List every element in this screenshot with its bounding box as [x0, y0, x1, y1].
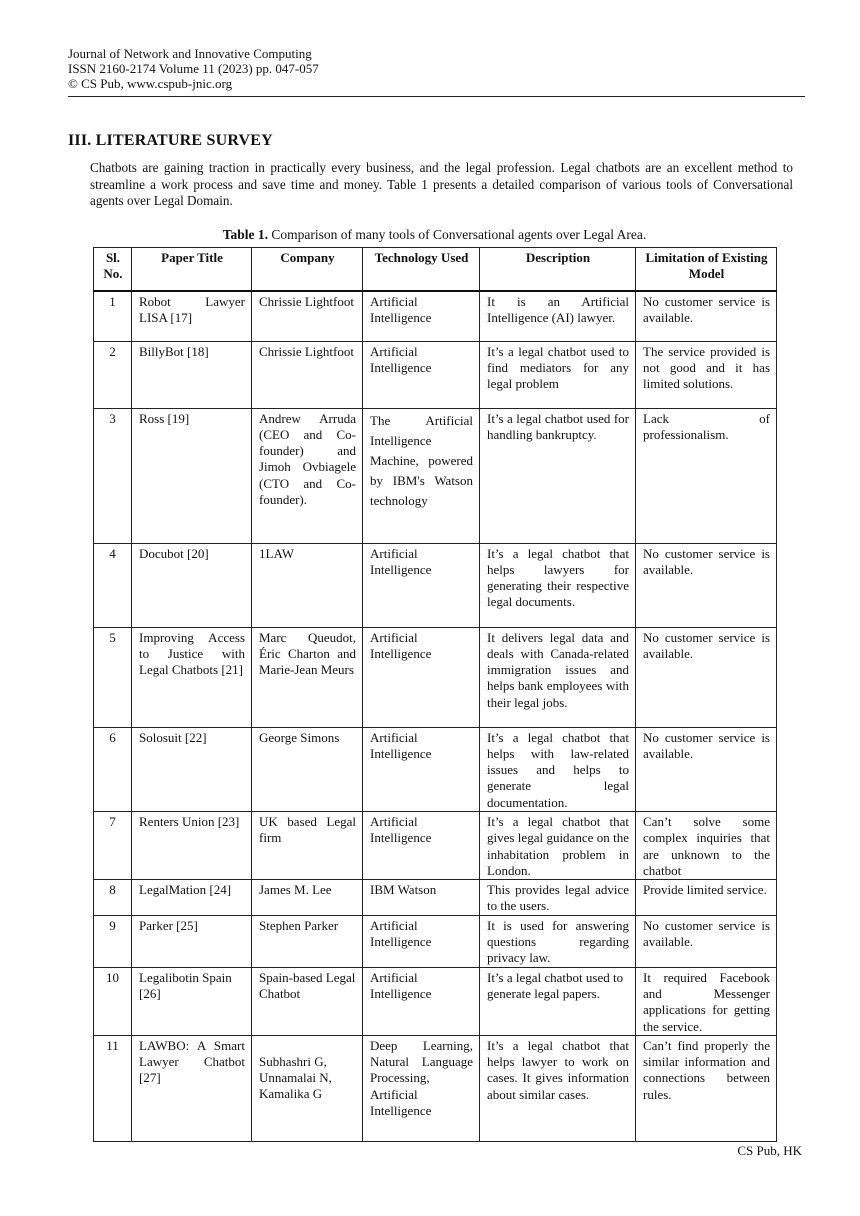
table-caption-text: Comparison of many tools of Conversational agents over Legal Area.	[271, 227, 647, 242]
cell-description: This provides legal advice to the users.	[480, 880, 636, 916]
page-footer: CS Pub, HK	[737, 1143, 802, 1158]
cell-tech: Artificial Intelligence	[363, 341, 480, 408]
cell-description: It is an Artificial Intelligence (AI) lawyer.	[480, 291, 636, 341]
cell-title: Solosuit [22]	[132, 727, 252, 811]
cell-tech: Artificial Intelligence	[363, 727, 480, 811]
cell-description: It is used for answering questions regarding privacy law.	[480, 915, 636, 967]
table-row	[94, 627, 777, 727]
cell-description: It delivers legal data and deals with Canada-related immigration issues and helps bank employees with their legal jobs.	[480, 627, 636, 727]
cell-title: LegalMation [24]	[132, 880, 252, 916]
cell-company: Chrissie Lightfoot	[252, 291, 363, 341]
cell-limitation: Can’t find properly the similar information and connections between rules.	[636, 1035, 777, 1141]
cell-sl: 7	[94, 811, 132, 879]
cell-sl: 8	[94, 880, 132, 916]
cell-company: Marc Queudot, Éric Charton and Marie-Jean Meurs	[252, 627, 363, 727]
cell-company: George Simons	[252, 727, 363, 811]
table-row	[94, 1035, 777, 1141]
comparison-table	[93, 247, 777, 1142]
cell-tech: Artificial Intelligence	[363, 291, 480, 341]
cell-sl: 11	[94, 1035, 132, 1141]
header-description: Description	[480, 248, 636, 292]
cell-company: James M. Lee	[252, 880, 363, 916]
cell-title: Robot Lawyer LISA [17]	[132, 291, 252, 341]
table-caption	[93, 227, 776, 243]
cell-title: Parker [25]	[132, 915, 252, 967]
cell-sl: 5	[94, 627, 132, 727]
cell-limitation: No customer service is available.	[636, 543, 777, 627]
cell-tech: Artificial Intelligence	[363, 627, 480, 727]
cell-tech: Deep Learning, Natural Language Processing, Artificial Intelligence	[363, 1035, 480, 1141]
table-row	[94, 543, 777, 627]
cell-description: It’s a legal chatbot used to generate legal papers.	[480, 967, 636, 1035]
journal-issn: ISSN 2160-2174 Volume 11 (2023) pp. 047-057	[68, 61, 319, 76]
journal-header	[68, 46, 805, 91]
cell-tech: Artificial Intelligence	[363, 967, 480, 1035]
section-title: III. LITERATURE SURVEY	[68, 132, 273, 149]
cell-limitation: No customer service is available.	[636, 627, 777, 727]
table-row	[94, 880, 777, 916]
table-header-row	[94, 248, 777, 292]
cell-title: Renters Union [23]	[132, 811, 252, 879]
cell-title: Improving Access to Justice with Legal Chatbots [21]	[132, 627, 252, 727]
cell-title: LAWBO: A Smart Lawyer Chatbot [27]	[132, 1035, 252, 1141]
cell-limitation: The service provided is not good and it has limited solutions.	[636, 341, 777, 408]
cell-sl: 4	[94, 543, 132, 627]
header-divider	[68, 96, 805, 97]
cell-sl: 1	[94, 291, 132, 341]
table-row	[94, 291, 777, 341]
cell-description: It’s a legal chatbot that helps lawyers for generating their respective legal documents.	[480, 543, 636, 627]
cell-limitation: No customer service is available.	[636, 915, 777, 967]
cell-company: Subhashri G, Unnamalai N, Kamalika G	[252, 1035, 363, 1141]
cell-company: Stephen Parker	[252, 915, 363, 967]
cell-company: UK based Legal firm	[252, 811, 363, 879]
cell-title: Docubot [20]	[132, 543, 252, 627]
header-paper-title: Paper Title	[132, 248, 252, 292]
cell-description: It’s a legal chatbot that gives legal guidance on the inhabitation problem in London.	[480, 811, 636, 879]
cell-company: 1LAW	[252, 543, 363, 627]
cell-limitation: Lack of professionalism.	[636, 408, 777, 543]
cell-limitation: No customer service is available.	[636, 727, 777, 811]
cell-sl: 9	[94, 915, 132, 967]
header-company: Company	[252, 248, 363, 292]
table-row	[94, 915, 777, 967]
cell-tech: Artificial Intelligence	[363, 915, 480, 967]
journal-publisher: © CS Pub, www.cspub-jnic.org	[68, 76, 233, 91]
table-row	[94, 967, 777, 1035]
cell-title: Ross [19]	[132, 408, 252, 543]
cell-company: Andrew Arruda (CEO and Co-founder) and Jimoh Ovbiagele (CTO and Co-founder).	[252, 408, 363, 543]
cell-limitation: Can’t solve some complex inquiries that are unknown to the chatbot	[636, 811, 777, 879]
cell-limitation: It required Facebook and Messenger applications for getting the service.	[636, 967, 777, 1035]
cell-tech: The Artificial Intelligence Machine, powered by IBM's Watson technology	[363, 408, 480, 543]
header-technology: Technology Used	[363, 248, 480, 292]
cell-company: Spain-based Legal Chatbot	[252, 967, 363, 1035]
cell-sl: 10	[94, 967, 132, 1035]
table-row	[94, 811, 777, 879]
cell-sl: 2	[94, 341, 132, 408]
cell-description: It’s a legal chatbot used to find mediators for any legal problem	[480, 341, 636, 408]
cell-company: Chrissie Lightfoot	[252, 341, 363, 408]
table-row	[94, 408, 777, 543]
cell-limitation: Provide limited service.	[636, 880, 777, 916]
intro-paragraph: Chatbots are gaining traction in practically every business, and the legal profession. Legal chatbots are an excellent method to streamline a work process and save time and money. Table 1 presents a detailed comparison of various tools of Conversational agents over Legal Domain.	[90, 160, 793, 208]
table-row	[94, 341, 777, 408]
table-caption-label: Table 1.	[222, 227, 268, 242]
cell-limitation: No customer service is available.	[636, 291, 777, 341]
cell-sl: 6	[94, 727, 132, 811]
cell-tech: IBM Watson	[363, 880, 480, 916]
cell-description: It’s a legal chatbot that helps lawyer to work on cases. It gives information about similar cases.	[480, 1035, 636, 1141]
cell-title: Legalibotin Spain [26]	[132, 967, 252, 1035]
journal-name: Journal of Network and Innovative Computing	[68, 46, 312, 61]
header-sl-no: Sl. No.	[94, 248, 132, 292]
cell-description: It’s a legal chatbot that helps with law-related issues and helps to generate legal documentation.	[480, 727, 636, 811]
header-limitation: Limitation of Existing Model	[636, 248, 777, 292]
cell-sl: 3	[94, 408, 132, 543]
table-row	[94, 727, 777, 811]
cell-title: BillyBot [18]	[132, 341, 252, 408]
cell-tech: Artificial Intelligence	[363, 543, 480, 627]
cell-tech: Artificial Intelligence	[363, 811, 480, 879]
cell-description: It’s a legal chatbot used for handling bankruptcy.	[480, 408, 636, 543]
